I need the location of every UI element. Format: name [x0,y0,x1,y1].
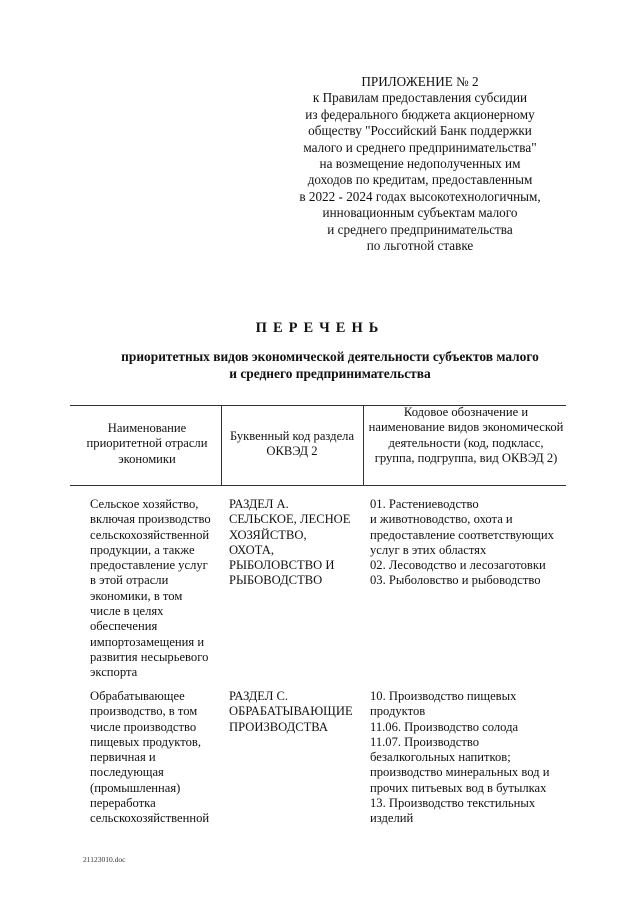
section-text: РЫБОЛОВСТВО И [229,558,335,573]
codes-text: производство минеральных вод и [370,765,550,780]
footer-filename: 21123010.doc [83,855,126,864]
codes-text: 03. Рыболовство и рыбоводство [370,573,541,588]
section-text: ОХОТА, [229,542,274,557]
industry-text: первичная и [90,750,156,765]
industry-text: сельскохозяйственной [90,811,210,826]
document-title: ПЕРЕЧЕНЬ [255,320,385,336]
section-text: ПРОИЗВОДСТВА [229,719,329,734]
appendix-line: на возмещение недополученных им [319,156,521,172]
header-section-code: Буквенный код раздела ОКВЭД 2 [229,429,355,459]
section-code-cell [229,689,353,735]
codes-text: изделий [370,811,414,826]
codes-text: и животноводство, охота и [370,512,513,527]
appendix-line: по льготной ставке [366,238,474,254]
table-row [90,497,211,681]
appendix-header [260,74,580,254]
table-row [90,689,209,827]
codes-text: 13. Производство текстильных [370,796,536,811]
appendix-line: к Правилам предоставления субсидии [312,90,528,106]
section-text: ХОЗЯЙСТВО, [229,527,307,542]
appendix-line: доходов по кредитам, предоставленным [307,172,533,188]
codes-text: 11.06. Производство солода [370,719,519,734]
codes-text: 10. Производство пищевых [370,689,517,703]
header-industry: Наименование приоритетной отрасли экономики [86,421,208,466]
section-text: СЕЛЬСКОЕ, ЛЕСНОЕ [229,512,351,527]
activity-codes-cell [370,689,549,827]
codes-text: продуктов [370,704,426,719]
subtitle-line: и среднего предпринимательства [229,366,431,381]
appendix-line: и среднего предпринимательства [327,221,513,237]
industry-text: Сельское хозяйство, [90,497,199,511]
industry-text: продукции, а также [90,542,195,557]
codes-text: прочих питьевых вод в бутылках [370,780,547,795]
industry-text: сельскохозяйственной [90,527,210,542]
codes-text: предоставление соответствующих [370,527,554,542]
table-column-divider [221,405,222,485]
industry-text: пищевых продуктов, [90,734,201,749]
codes-text: 02. Лесоводство и лесозаготовки [370,558,546,573]
industry-text: (промышленная) [90,780,181,795]
industry-text: Обрабатывающее [90,689,185,703]
industry-text: включая производство [90,512,211,527]
industry-text: импортозамещения и [90,634,205,649]
table-header-border [70,485,566,486]
subtitle-line: приоритетных видов экономической деятельности субъектов малого [121,349,539,364]
industry-text: экспорта [90,665,138,680]
appendix-line: в 2022 - 2024 годах высокотехнологичным, [299,188,541,204]
codes-text: 01. Растениеводство [370,497,479,511]
industry-text: последующая [90,765,164,780]
appendix-line: ПРИЛОЖЕНИЕ № 2 [361,74,479,89]
document-subtitle [40,348,620,382]
industry-text: обеспечения [90,619,158,634]
industry-text: переработка [90,796,156,811]
codes-text: 11.07. Производство [370,734,480,749]
industry-text: предоставление услуг [90,558,208,573]
appendix-line: инновационным субъектам малого [322,205,518,221]
codes-text: безалкогольных напитков; [370,750,511,765]
industry-text: в этой отрасли [90,573,169,588]
section-text: ОБРАБАТЫВАЮЩИЕ [229,704,353,719]
table-column-divider [363,405,364,485]
industry-text: производство, в том [90,704,198,719]
activity-codes-cell [370,497,554,589]
industry-text: экономики, в том [90,588,183,603]
codes-text: услуг в этих областях [370,542,487,557]
appendix-line: из федерального бюджета акционерному [305,106,535,122]
industry-text: развития несырьевого [90,649,209,664]
section-text: РАЗДЕЛ А. [229,497,289,511]
section-text: РЫБОВОДСТВО [229,573,323,588]
appendix-line: малого и среднего предпринимательства" [303,139,537,155]
industry-text: числе производство [90,719,197,734]
appendix-line: обществу "Российский Банк поддержки [308,123,532,139]
header-activity-codes: Кодовое обозначение и наименование видов экономической деятельности (код, подкласс, группа, подгруппа, вид ОКВЭД 2) [368,405,564,466]
section-text: РАЗДЕЛ С. [229,689,289,703]
industry-text: числе в целях [90,604,164,619]
section-code-cell [229,497,350,589]
